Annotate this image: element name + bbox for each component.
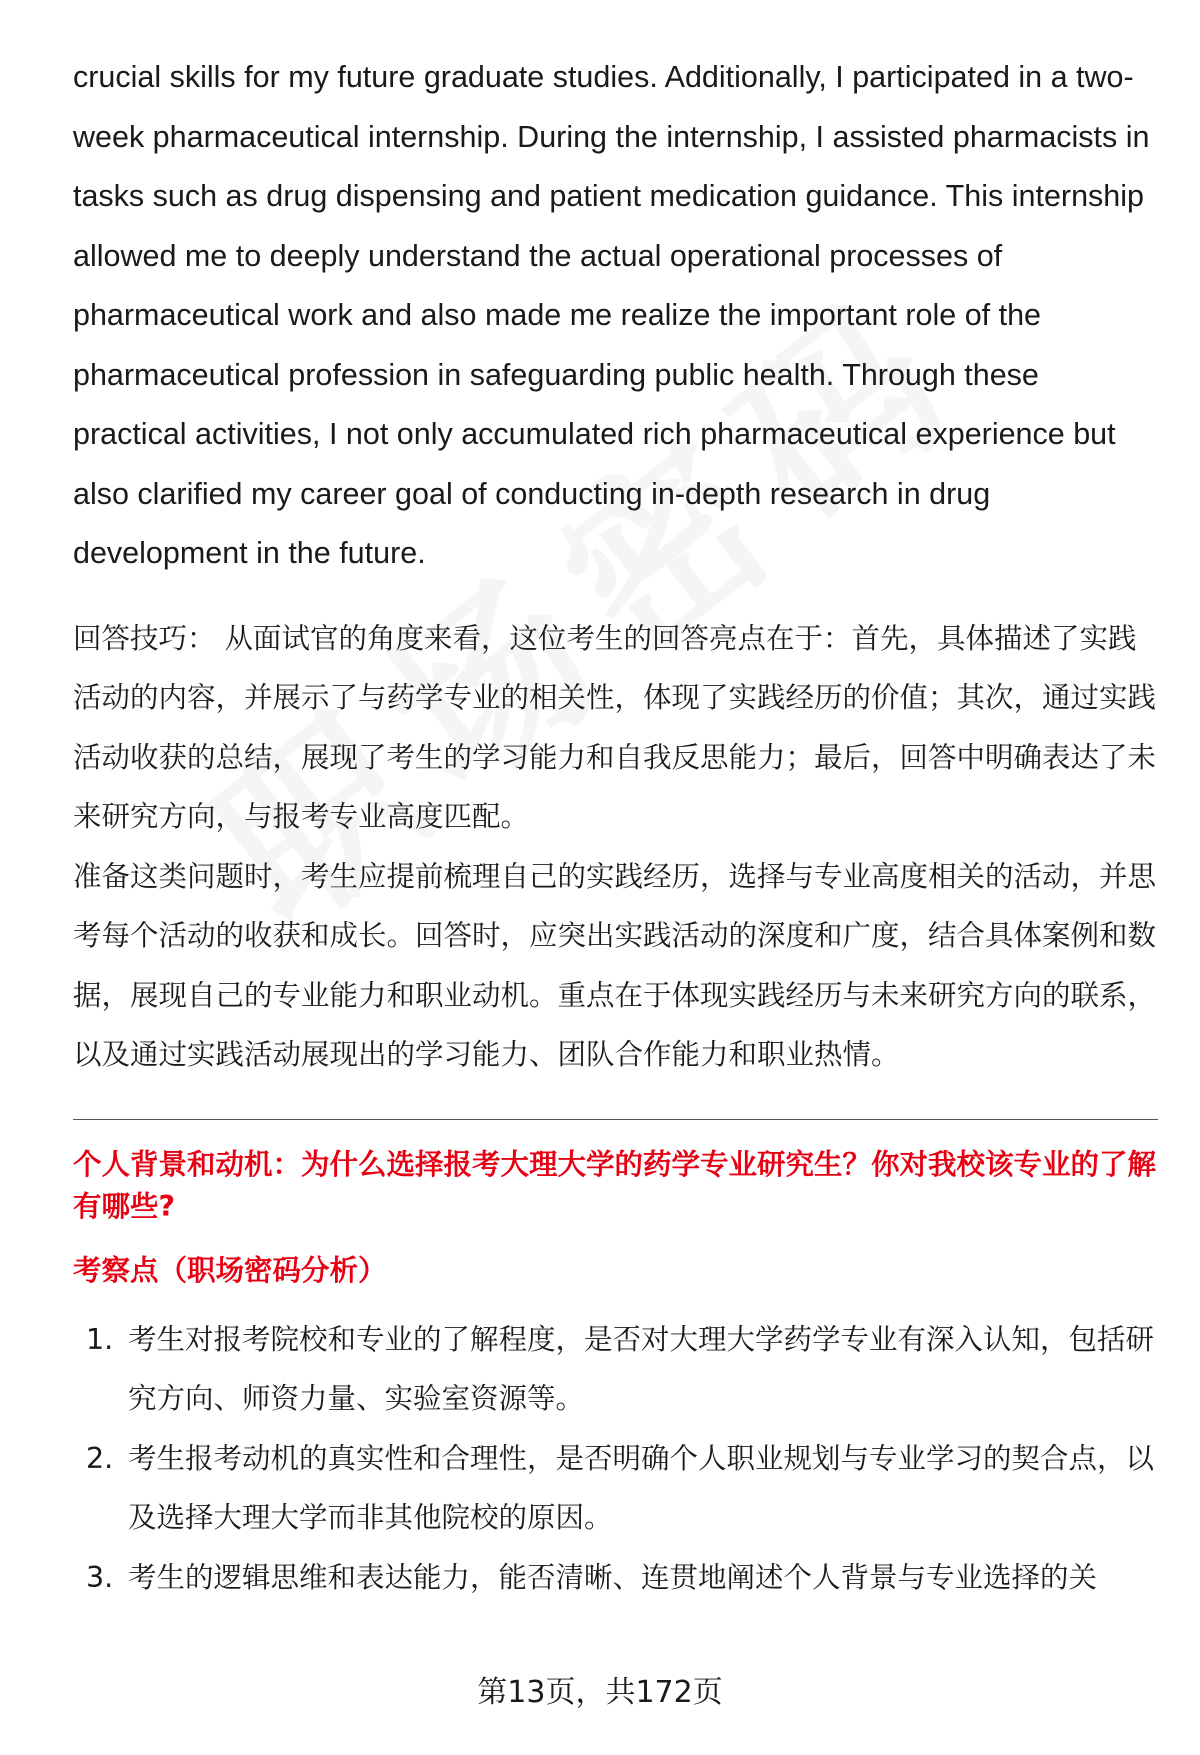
list-item: [73, 1429, 1158, 1548]
page-footer: 第13页，共172页: [477, 1675, 723, 1710]
list-item-number: 2.: [86, 1441, 114, 1475]
tips-paragraph-2: 准备这类问题时，考生应提前梳理自己的实践经历，选择与专业高度相关的活动，并思考每个活动的收获和成长。回答时，应突出实践活动的深度和广度，结合具体案例和数据，展现自己的专业能力和职业动机。重点在于体现实践经历与未来研究方向的联系，以及通过实践活动展现出的学习能力、团队合作能力和职业热情。: [73, 859, 1157, 1071]
list-item-text: 考生对报考院校和专业的了解程度，是否对大理大学药学专业有深入认知，包括研究方向、师资力量、实验室资源等。: [128, 1322, 1155, 1415]
list-item: [73, 1310, 1158, 1429]
tips-paragraph-1: 回答技巧： 从面试官的角度来看，这位考生的回答亮点在于：首先，具体描述了实践活动的内容，并展示了与药学专业的相关性，体现了实践经历的价值；其次，通过实践活动收获的总结，展现了考生的学习能力和自我反思能力；最后，回答中明确表达了未来研究方向，与报考专业高度匹配。: [73, 621, 1157, 833]
question-heading: 个人背景和动机：为什么选择报考大理大学的药学专业研究生？你对我校该专业的了解有哪些?: [73, 1147, 1157, 1223]
page-content: [73, 48, 1158, 1607]
english-paragraph: crucial skills for my future graduate studies. Additionally, I participated in a two-week pharmaceutical internship. During the internship, I assisted pharmacists in tasks such as drug dispensing and patient medication guidance. This internship allowed me to deeply understand the actual operational processes of pharmaceutical work and also made me realize the important role of the pharmaceutical profession in safeguarding public health. Through these practical activities, I not only accumulated rich pharmaceutical experience but also clarified my career goal of conducting in-depth research in drug development in the future.: [73, 60, 1150, 570]
list-item-text: 考生报考动机的真实性和合理性，是否明确个人职业规划与专业学习的契合点，以及选择大理大学而非其他院校的原因。: [128, 1441, 1155, 1534]
analysis-subheading: 考察点（职场密码分析）: [73, 1253, 387, 1287]
analysis-points-list: [73, 1310, 1158, 1608]
section-divider: [73, 1119, 1158, 1120]
list-item: [73, 1548, 1158, 1608]
list-item-text: 考生的逻辑思维和表达能力，能否清晰、连贯地阐述个人背景与专业选择的关: [128, 1560, 1098, 1594]
list-item-number: 1.: [86, 1322, 114, 1356]
list-item-number: 3.: [86, 1560, 114, 1594]
